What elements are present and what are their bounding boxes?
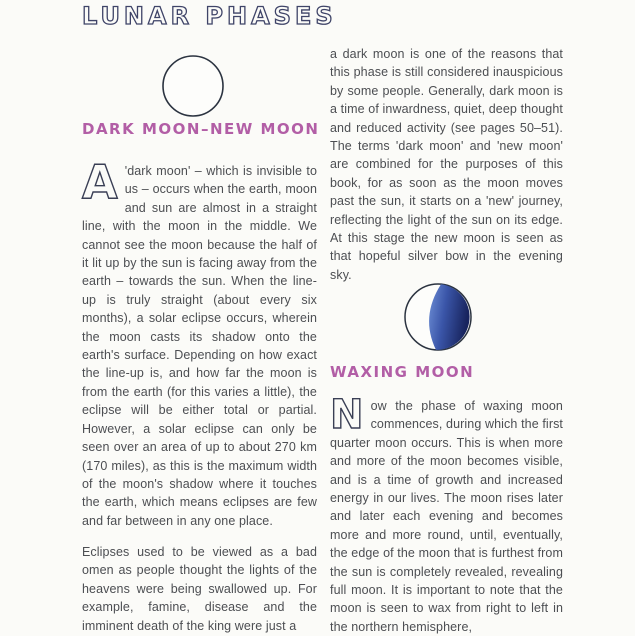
dropcap-a: A (82, 155, 118, 209)
section-heading-dark-moon-new-moon: DARK MOON–NEW MOON (82, 120, 320, 138)
left-column-paragraph-1 (82, 155, 317, 530)
right-column-paragraph-1: a dark moon is one of the reasons that this phase is still considered inauspicious by some people. Generally, dark moon is a time of inwardness, quiet, deep thought and reduced activity (see pages 50–51). The terms 'dark moon' and 'new moon' are combined for the purposes of this book, for as soon as the moon moves past the sun, it starts on a 'new' journey, reflecting the light of the sun on its edge. At this stage the new moon is seen as that hopeful silver bow in the evening sky. (330, 47, 563, 282)
right-column-paragraph-2 (330, 392, 563, 636)
new-moon-icon (161, 54, 225, 118)
new-moon-outline (163, 56, 223, 116)
waxing-moon-icon (403, 280, 473, 354)
paragraph-text: 'dark moon' – which is invisible to us – occurs when the earth, moon and sun are almost in a straight line, with the moon in the middle. We cannot see the moon because the half of it lit up by the sun is facing away from the earth – towards the sun. When the line-up is truly straight (about every six months), a solar eclipse occurs, wherein the moon casts its shadow onto the earth's surface. Depending on how exact the line-up is, and how far the moon is from the earth (for this varies a little), the eclipse will be either total or partial. However, a solar eclipse can only be seen over an area of up to about 270 km (170 miles), as this is the maximum width of the moon's shadow where it touches the earth, which means eclipses are few and far between in any one place. (82, 164, 317, 528)
dropcap-n: N (330, 392, 364, 438)
page-title: LUNAR PHASES (82, 2, 337, 30)
section-heading-waxing-moon: WAXING MOON (330, 363, 475, 381)
left-column-paragraph-2: Eclipses used to be viewed as a bad omen as people thought the lights of the heavens were being swallowed up. For example, famine, disease and the imminent death of the king were just a (82, 545, 317, 633)
paragraph-text: ow the phase of waxing moon commences, during which the first quarter moon occurs. This is when more and more of the moon becomes visible, and is a time of growth and increased energy in our lives. The moon rises later and later each evening and becomes more and more round, until, eventually, the edge of the moon that is furthest from the sun is completely revealed, revealing full moon. It is important to note that the moon is seen to wax from right to left in the northern hemisphere, (330, 399, 563, 634)
